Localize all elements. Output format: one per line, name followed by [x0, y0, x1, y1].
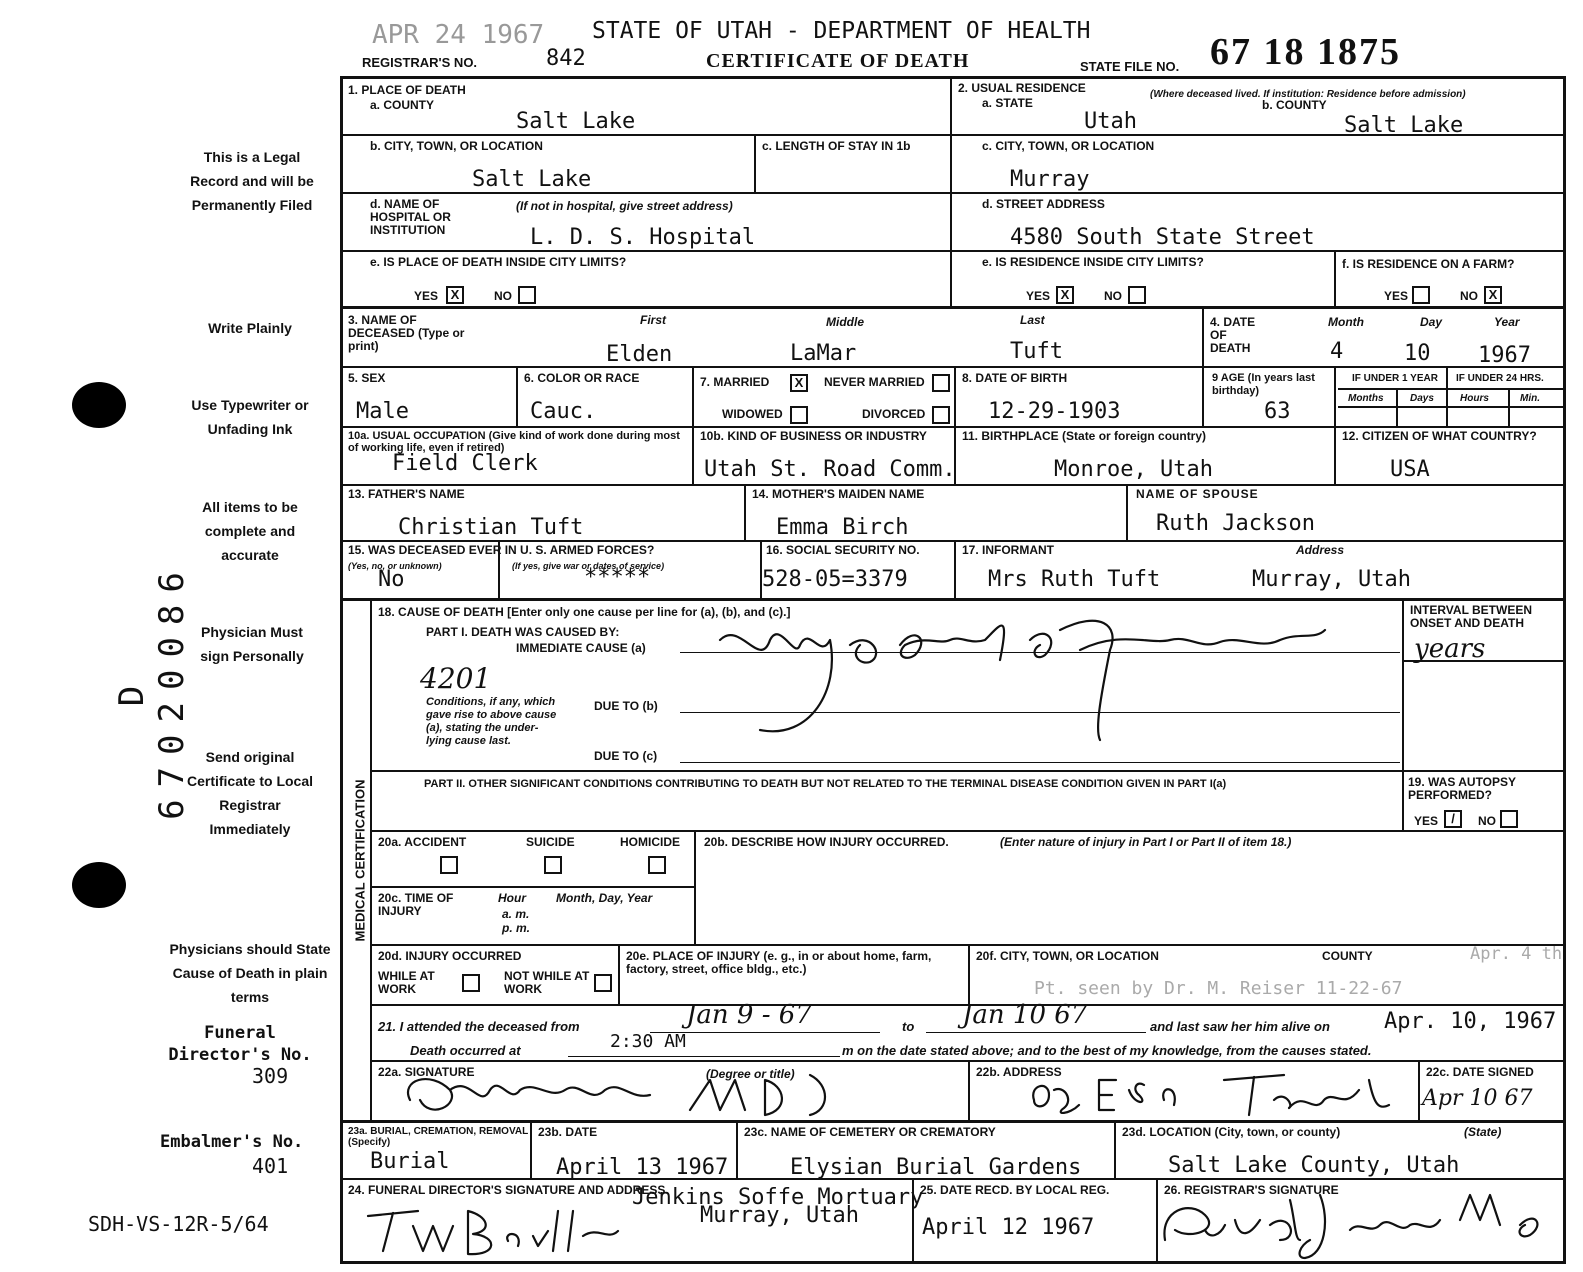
armed-forces-label: 15. WAS DECEASED EVER IN U. S. ARMED FORCES?	[348, 543, 655, 557]
farm-label: f. IS RESIDENCE ON A FARM?	[1342, 257, 1515, 271]
place-of-injury-label: 20e. PLACE OF INJURY (e. g., in or about home, farm, factory, street, office bldg., etc.)	[626, 949, 932, 976]
time-of-injury-label: 20c. TIME OF INJURY	[378, 891, 454, 918]
code-value: 4201	[420, 662, 492, 695]
conditions-label: Conditions, if any, which gave rise to above cause (a), stating the under-lying cause last.	[426, 696, 557, 747]
interval-label: INTERVAL BETWEEN ONSET AND DEATH	[1410, 603, 1533, 630]
vertical-file-number: D 67020086	[112, 560, 192, 820]
burial-value: Burial	[370, 1149, 450, 1174]
form-number: SDH-VS-12R-5/64	[88, 1212, 269, 1236]
state-title: STATE OF UTAH - DEPARTMENT OF HEALTH	[592, 18, 1091, 44]
death-time-value: 2:30 AM	[610, 1031, 686, 1052]
residence-county-label: b. COUNTY	[1262, 98, 1327, 112]
death-city-label: b. CITY, TOWN, OR LOCATION	[370, 139, 543, 153]
length-of-stay-label: c. LENGTH OF STAY IN 1b	[762, 139, 911, 153]
homicide-checkbox[interactable]	[648, 856, 666, 874]
attended-label: 21. I attended the deceased from	[378, 1019, 580, 1034]
autopsy-no-checkbox[interactable]	[1500, 810, 1518, 828]
residence-inside-yes-checkbox[interactable]: X	[1056, 286, 1074, 304]
last-name-value: Tuft	[1010, 339, 1063, 364]
part1-label: PART I. DEATH WAS CAUSED BY:	[426, 625, 620, 639]
punch-hole-top	[72, 382, 126, 428]
burial-state-label: (State)	[1464, 1125, 1502, 1139]
middle-name-label: Middle	[826, 315, 864, 329]
residence-county-value: Salt Lake	[1344, 113, 1464, 138]
sex-label: 5. SEX	[348, 371, 386, 385]
registrar-label: REGISTRAR'S NO.	[362, 55, 478, 70]
industry-value: Utah St. Road Comm.	[704, 457, 956, 482]
burial-label: 23a. BURIAL, CREMATION, REMOVAL (Specify)	[348, 1126, 529, 1148]
while-at-work-checkbox[interactable]	[462, 974, 480, 992]
cause-of-death-handwriting	[700, 600, 1340, 750]
funeral-director-signature-label: 24. FUNERAL DIRECTOR'S SIGNATURE AND ADDRESS	[348, 1183, 666, 1197]
faint-note-2: Apr. 4 th	[1470, 944, 1563, 964]
date-signed-label: 22c. DATE SIGNED	[1426, 1065, 1534, 1079]
medical-certification-vertical: MEDICAL CERTIFICATION	[352, 779, 368, 942]
month-day-year-label: Month, Day, Year	[556, 891, 653, 905]
registrar-signature-label: 26. REGISTRAR'S SIGNATURE	[1164, 1183, 1339, 1197]
race-value: Cauc.	[530, 399, 597, 424]
father-value: Christian Tuft	[398, 515, 584, 540]
informant-address-label: Address	[1296, 543, 1345, 557]
race-label: 6. COLOR OR RACE	[524, 371, 640, 385]
describe-injury-note: (Enter nature of injury in Part I or Part II of item 18.)	[1000, 835, 1292, 849]
last-saw-value: Apr. 10, 1967	[1384, 1009, 1557, 1034]
death-county-label: a. COUNTY	[370, 98, 435, 112]
usual-residence-label: 2. USUAL RESIDENCE	[958, 81, 1086, 95]
date-received-label: 25. DATE RECD. BY LOCAL REG.	[920, 1183, 1110, 1197]
physicians-should-note: Physicians should State Cause of Death in plain terms	[169, 941, 331, 1005]
autopsy-no-label: NO	[1478, 814, 1496, 828]
hours-label: Hours	[1460, 393, 1489, 404]
pm-label: p. m.	[502, 921, 531, 935]
armed-service-value: *****	[584, 565, 651, 590]
death-month-value: 4	[1330, 339, 1344, 364]
death-inside-no-checkbox[interactable]	[518, 286, 536, 304]
death-year-value: 1967	[1478, 343, 1531, 368]
ssn-value: 528-05=3379	[762, 567, 908, 592]
am-label: a. m.	[502, 907, 530, 921]
usual-residence-note: (Where deceased lived. If institution: Residence before admission)	[1150, 89, 1466, 100]
burial-date-label: 23b. DATE	[538, 1125, 598, 1139]
widowed-checkbox[interactable]	[790, 406, 808, 424]
age-label: 9 AGE (In years last birthday)	[1212, 372, 1315, 397]
hour-label: Hour	[498, 891, 526, 905]
complete-note: All items to be complete and accurate	[202, 499, 298, 563]
typewriter-note: Use Typewriter or Unfading Ink	[191, 397, 309, 437]
date-signed-value: Apr 10 67	[1422, 1086, 1533, 1111]
min-label: Min.	[1520, 393, 1540, 404]
interval-value: years	[1414, 634, 1486, 664]
street-address-label: d. STREET ADDRESS	[982, 197, 1105, 211]
cause-of-death-label: 18. CAUSE OF DEATH [Enter only one cause per line for (a), (b), and (c).]	[378, 605, 791, 619]
armed-forces-value: No	[378, 567, 405, 592]
physician-address-label: 22b. ADDRESS	[976, 1065, 1062, 1079]
write-plainly-note: Write Plainly	[208, 320, 292, 336]
burial-location-label: 23d. LOCATION (City, town, or county)	[1122, 1125, 1341, 1139]
birthplace-label: 11. BIRTHPLACE (State or foreign country)	[962, 429, 1207, 443]
funeral-director-label: Funeral Director's No.	[168, 1023, 312, 1065]
attended-to-value: Jan 10 67	[962, 1000, 1088, 1030]
embalmer-number: 401	[252, 1154, 289, 1178]
residence-inside-yes-label: YES	[1026, 289, 1051, 303]
death-inside-yes-label: YES	[414, 289, 439, 303]
accident-checkbox[interactable]	[440, 856, 458, 874]
month-label: Month	[1328, 315, 1364, 329]
first-name-value: Elden	[606, 342, 673, 367]
under-1-year-label: IF UNDER 1 YEAR	[1352, 373, 1438, 384]
suicide-checkbox[interactable]	[544, 856, 562, 874]
legal-record-note: This is a Legal Record and will be Permanently Filed	[190, 149, 314, 213]
accident-label: 20a. ACCIDENT	[378, 835, 467, 849]
armed-forces-note-b: (If yes, give war or dates of service)	[512, 561, 665, 571]
spouse-label: NAME OF SPOUSE	[1136, 487, 1259, 501]
last-saw-label: and last saw her him alive on	[1150, 1019, 1330, 1034]
injury-county-label: COUNTY	[1322, 949, 1373, 963]
age-value: 63	[1264, 399, 1291, 424]
funeral-director-number: 309	[252, 1064, 289, 1088]
name-of-deceased-label: 3. NAME OF DECEASED (Type or print)	[348, 313, 465, 353]
describe-injury-label: 20b. DESCRIBE HOW INJURY OCCURRED.	[704, 835, 949, 849]
due-to-b-label: DUE TO (b)	[594, 699, 658, 713]
last-name-label: Last	[1020, 313, 1045, 327]
embalmer-label: Embalmer's No.	[160, 1132, 304, 1152]
middle-name-value: LaMar	[790, 341, 857, 366]
date-stated-label: m on the date stated above; and to the best of my knowledge, from the causes stated.	[842, 1043, 1372, 1058]
state-file-number: 67 18 1875	[1210, 31, 1401, 73]
divorced-label: DIVORCED	[862, 407, 926, 421]
funeral-director-signature	[358, 1196, 628, 1260]
ssn-label: 16. SOCIAL SECURITY NO.	[766, 543, 920, 557]
year-label: Year	[1494, 315, 1520, 329]
mortuary-value: Jenkins Soffe Mortuary	[632, 1185, 924, 1210]
farm-yes-checkbox[interactable]	[1412, 286, 1430, 304]
first-name-label: First	[640, 313, 667, 327]
industry-label: 10b. KIND OF BUSINESS OR INDUSTRY	[700, 429, 927, 443]
death-county-value: Salt Lake	[516, 109, 636, 134]
immediate-cause-label: IMMEDIATE CAUSE (a)	[516, 641, 646, 655]
residence-state-label: a. STATE	[982, 96, 1033, 110]
mother-value: Emma Birch	[776, 515, 909, 540]
death-city-value: Salt Lake	[472, 167, 592, 192]
under-24-hrs-label: IF UNDER 24 HRS.	[1456, 373, 1544, 384]
months-label: Months	[1348, 393, 1384, 404]
place-of-death-label: 1. PLACE OF DEATH	[348, 83, 466, 97]
farm-yes-label: YES	[1384, 289, 1409, 303]
widowed-label: WIDOWED	[722, 407, 783, 421]
married-label: 7. MARRIED	[700, 375, 770, 389]
mother-label: 14. MOTHER'S MAIDEN NAME	[752, 487, 925, 501]
date-of-death-label: 4. DATE OF DEATH	[1210, 315, 1256, 355]
autopsy-label: 19. WAS AUTOPSY PERFORMED?	[1408, 775, 1516, 802]
physician-signature-label: 22a. SIGNATURE	[378, 1065, 475, 1079]
to-label: to	[902, 1019, 915, 1034]
registrar-signature	[1150, 1180, 1560, 1264]
occupation-label: 10a. USUAL OCCUPATION (Give kind of work done during most of working life, even if retired)	[348, 430, 680, 454]
father-label: 13. FATHER'S NAME	[348, 487, 465, 501]
days-label: Days	[1410, 393, 1434, 404]
never-married-checkbox[interactable]	[932, 374, 950, 392]
divorced-checkbox[interactable]	[932, 406, 950, 424]
death-occurred-label: Death occurred at	[410, 1043, 521, 1058]
death-inside-no-label: NO	[494, 289, 512, 303]
date-of-birth-label: 8. DATE OF BIRTH	[962, 371, 1068, 385]
date-received-value: April 12 1967	[922, 1215, 1095, 1240]
due-to-c-label: DUE TO (c)	[594, 749, 658, 763]
citizen-label: 12. CITIZEN OF WHAT COUNTRY?	[1342, 429, 1537, 443]
date-of-birth-value: 12-29-1903	[988, 399, 1121, 424]
farm-no-label: NO	[1460, 289, 1478, 303]
occupation-value: Field Clerk	[392, 451, 538, 476]
while-at-work-label: WHILE AT WORK	[378, 969, 435, 996]
cemetery-value: Elysian Burial Gardens	[790, 1155, 1082, 1180]
state-file-label: STATE FILE NO.	[1080, 59, 1180, 74]
residence-state-value: Utah	[1084, 109, 1137, 134]
armed-forces-note-a: (Yes, no, or unknown)	[348, 561, 442, 571]
citizen-value: USA	[1390, 457, 1430, 482]
degree-label: (Degree or title)	[706, 1067, 795, 1081]
burial-date-value: April 13 1967	[556, 1155, 729, 1180]
physician-signature	[390, 1060, 870, 1124]
hospital-label: d. NAME OF HOSPITAL OR INSTITUTION	[370, 197, 451, 237]
farm-no-checkbox[interactable]: X	[1484, 286, 1502, 304]
residence-city-label: c. CITY, TOWN, OR LOCATION	[982, 139, 1155, 153]
date-stamp: APR 24 1967	[372, 20, 545, 50]
informant-value: Mrs Ruth Tuft	[988, 567, 1161, 592]
homicide-label: HOMICIDE	[620, 835, 680, 849]
part2-label: PART II. OTHER SIGNIFICANT CONDITIONS CONTRIBUTING TO DEATH BUT NOT RELATED TO THE TERMINAL DISEASE CONDITION GIVEN IN PART I(a)	[424, 778, 1227, 790]
death-inside-yes-checkbox[interactable]: X	[446, 286, 464, 304]
send-original-note: Send original Certificate to Local Registrar Immediately	[186, 749, 314, 837]
residence-inside-no-checkbox[interactable]	[1128, 286, 1146, 304]
not-while-at-work-label: NOT WHILE AT WORK	[504, 969, 590, 996]
certificate-title: CERTIFICATE OF DEATH	[706, 50, 970, 72]
attended-from-value: Jan 9 - 67	[686, 1000, 812, 1030]
mortuary-city-value: Murray, Utah	[700, 1203, 859, 1228]
residence-city-value: Murray	[1010, 167, 1090, 192]
spouse-value: Ruth Jackson	[1156, 511, 1315, 536]
married-checkbox[interactable]: X	[790, 374, 808, 392]
autopsy-yes-label: YES	[1414, 814, 1439, 828]
injury-occurred-label: 20d. INJURY OCCURRED	[378, 949, 522, 963]
street-address-value: 4580 South State Street	[1010, 225, 1315, 250]
death-day-value: 10	[1404, 341, 1431, 366]
autopsy-yes-checkbox[interactable]: /	[1444, 810, 1462, 828]
not-while-at-work-checkbox[interactable]	[594, 974, 612, 992]
punch-hole-bottom	[72, 862, 126, 908]
day-label: Day	[1420, 315, 1443, 329]
suicide-label: SUICIDE	[526, 835, 575, 849]
injury-city-label: 20f. CITY, TOWN, OR LOCATION	[976, 949, 1159, 963]
birthplace-value: Monroe, Utah	[1054, 457, 1213, 482]
registrar-number: 842	[546, 46, 586, 71]
never-married-label: NEVER MARRIED	[824, 375, 925, 389]
faint-note: Pt. seen by Dr. M. Reiser 11-22-67	[1034, 978, 1403, 999]
hospital-value: L. D. S. Hospital	[530, 225, 756, 250]
informant-address-value: Murray, Utah	[1252, 567, 1411, 592]
burial-location-value: Salt Lake County, Utah	[1168, 1153, 1460, 1178]
sex-value: Male	[356, 399, 409, 424]
hospital-note: (If not in hospital, give street address)	[516, 199, 733, 213]
death-inside-city-label: e. IS PLACE OF DEATH INSIDE CITY LIMITS?	[370, 255, 627, 269]
residence-inside-city-label: e. IS RESIDENCE INSIDE CITY LIMITS?	[982, 255, 1204, 269]
residence-inside-no-label: NO	[1104, 289, 1122, 303]
physician-address-handwriting	[1024, 1060, 1394, 1120]
physician-sign-note: Physician Must sign Personally	[200, 624, 304, 664]
cemetery-label: 23c. NAME OF CEMETERY OR CREMATORY	[744, 1125, 996, 1139]
informant-label: 17. INFORMANT	[962, 543, 1055, 557]
